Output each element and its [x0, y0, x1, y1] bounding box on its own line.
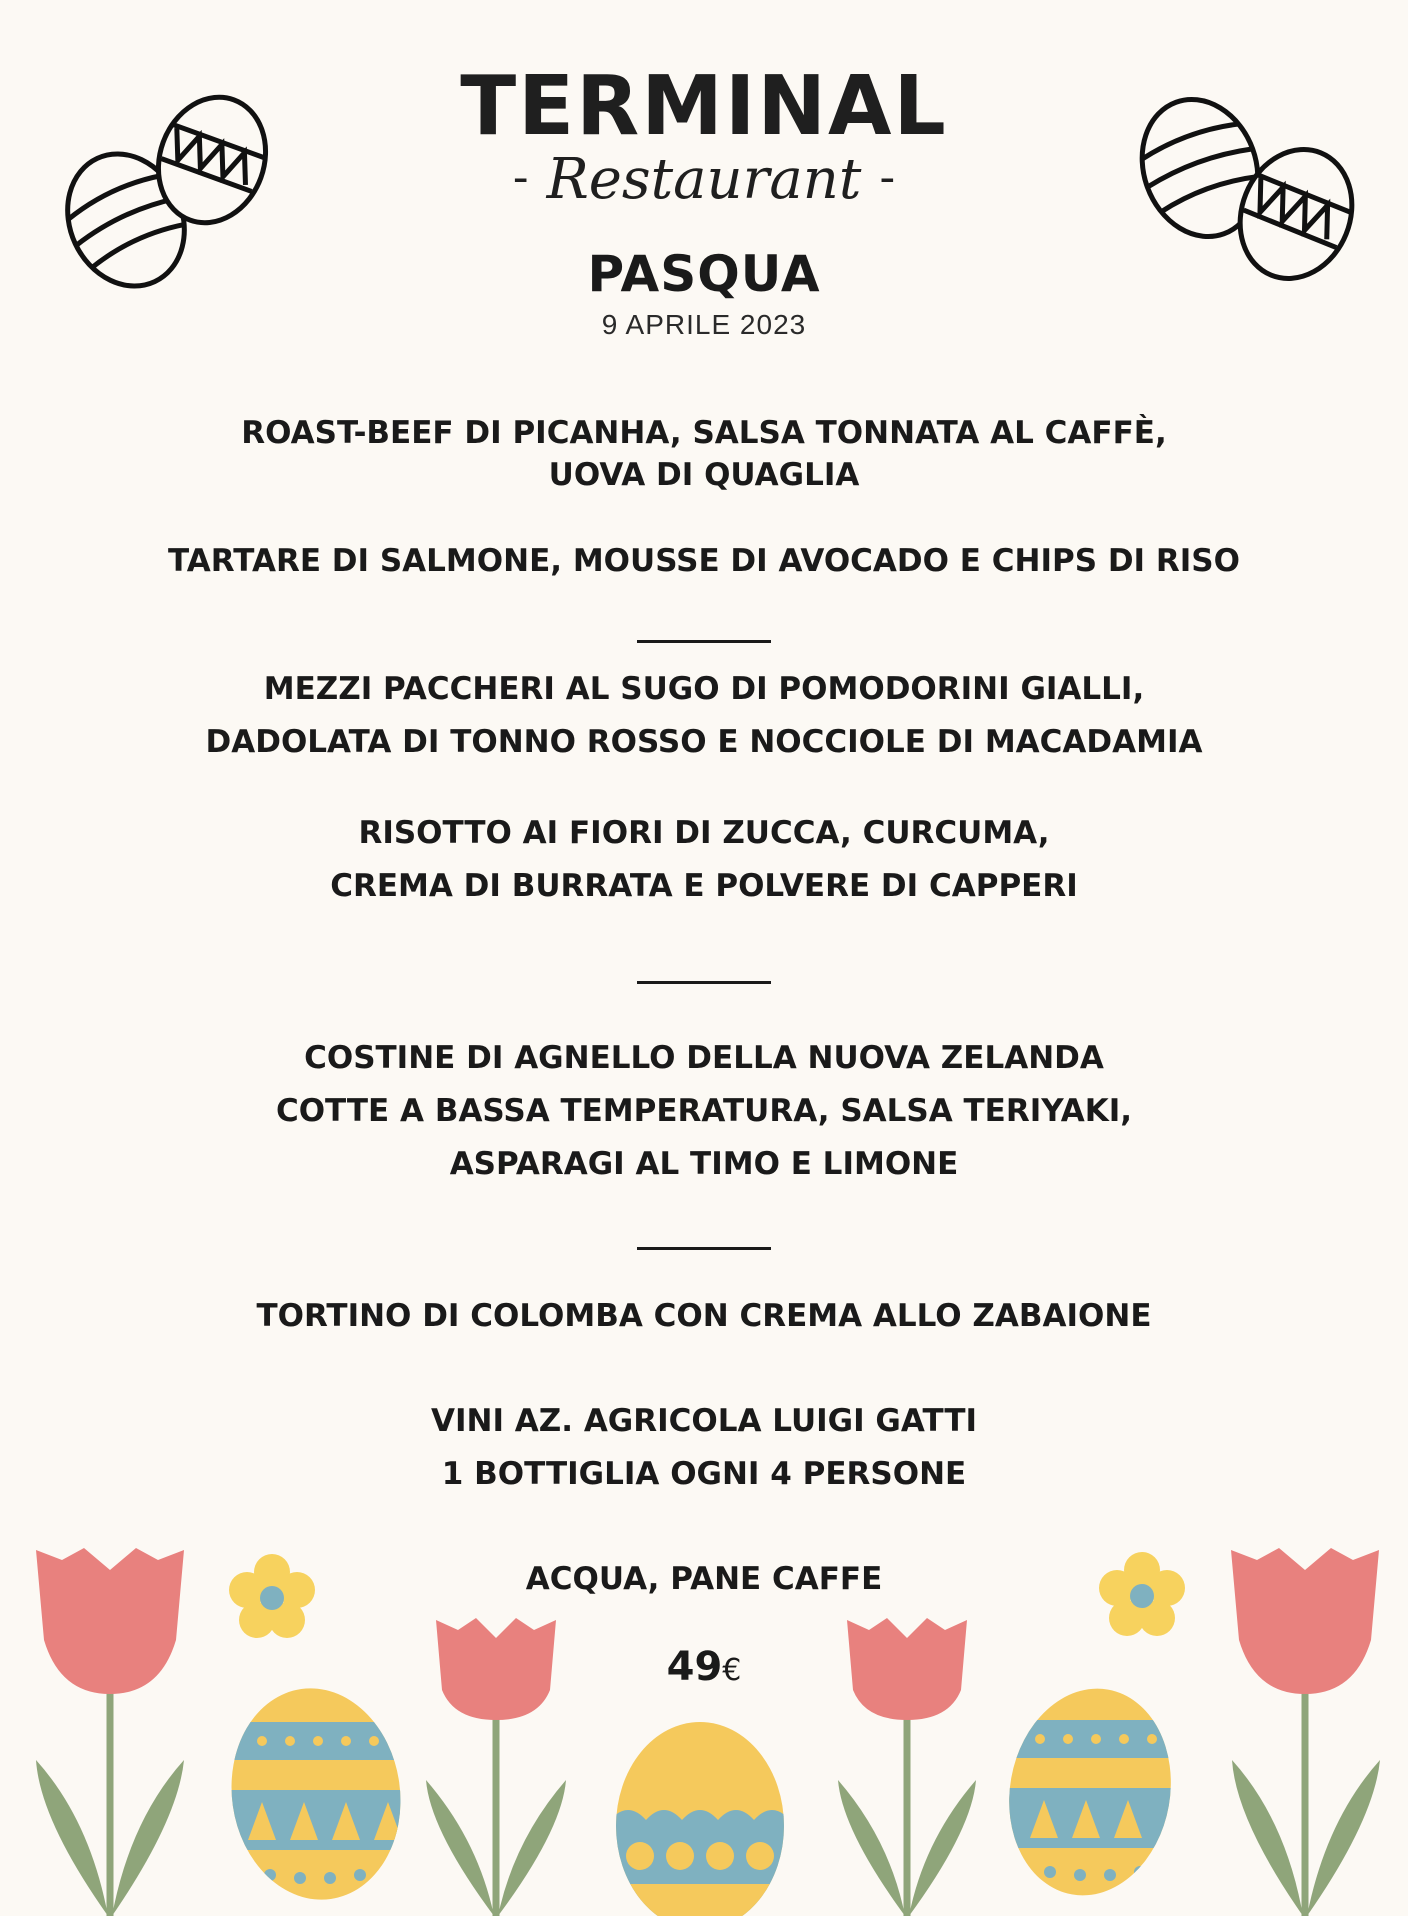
extras-info [0, 1553, 1408, 1606]
dish-line: VINI AZ. AGRICOLA LUIGI GATTI [430, 1403, 977, 1439]
dish-line: ACQUA, PANE CAFFE [525, 1561, 883, 1597]
dish-primo-1 [0, 663, 1408, 769]
dish-primo-2 [0, 807, 1408, 913]
restaurant-logo-name: TERMINAL [460, 59, 948, 154]
dish-line: COTTE A BASSA TEMPERATURA, SALSA TERIYAKI, [275, 1093, 1133, 1129]
logo-dash-right: - [879, 152, 896, 203]
dish-line: ASPARAGI AL TIMO E LIMONE [449, 1146, 959, 1182]
decorated-egg-icon-left [220, 1680, 420, 1916]
event-date: 9 APRILE 2023 [601, 309, 807, 340]
dish-line: TORTINO DI COLOMBA CON CREMA ALLO ZABAIONE [256, 1298, 1152, 1334]
decorated-egg-icon-center [600, 1710, 800, 1916]
section-divider [637, 1247, 771, 1250]
dish-line: CREMA DI BURRATA E POLVERE DI CAPPERI [330, 868, 1078, 904]
dish-secondo [0, 1032, 1408, 1191]
page-title: PASQUA [587, 245, 821, 303]
decorated-egg-icon-right [1000, 1680, 1200, 1916]
dish-line: UOVA DI QUAGLIA [548, 457, 860, 493]
wine-info [0, 1395, 1408, 1501]
price-amount: 49 [666, 1644, 723, 1690]
dish-line: 1 BOTTIGLIA OGNI 4 PERSONE [441, 1456, 967, 1492]
restaurant-logo-subtitle [0, 146, 1408, 212]
dish-line: DADOLATA DI TONNO ROSSO E NOCCIOLE DI MACADAMIA [205, 724, 1203, 760]
dish-line: RISOTTO AI FIORI DI ZUCCA, CURCUMA, [358, 815, 1050, 851]
dish-antipasto-1 [0, 412, 1408, 496]
logo-subtitle-text: Restaurant [546, 147, 862, 212]
dish-line: TARTARE DI SALMONE, MOUSSE DI AVOCADO E CHIPS DI RISO [168, 543, 1240, 579]
dish-line: MEZZI PACCHERI AL SUGO DI POMODORINI GIALLI, [263, 671, 1145, 707]
menu-list [0, 412, 1408, 1606]
menu-price [0, 1644, 1408, 1690]
section-divider [637, 981, 771, 984]
dish-antipasto-2 [0, 540, 1408, 582]
dish-line: ROAST-BEEF DI PICANHA, SALSA TONNATA AL CAFFÈ, [241, 415, 1167, 451]
dish-dolce [0, 1290, 1408, 1343]
section-divider [637, 640, 771, 643]
logo-dash-left: - [512, 152, 529, 203]
price-currency: € [722, 1653, 742, 1688]
dish-line: COSTINE DI AGNELLO DELLA NUOVA ZELANDA [304, 1040, 1104, 1076]
